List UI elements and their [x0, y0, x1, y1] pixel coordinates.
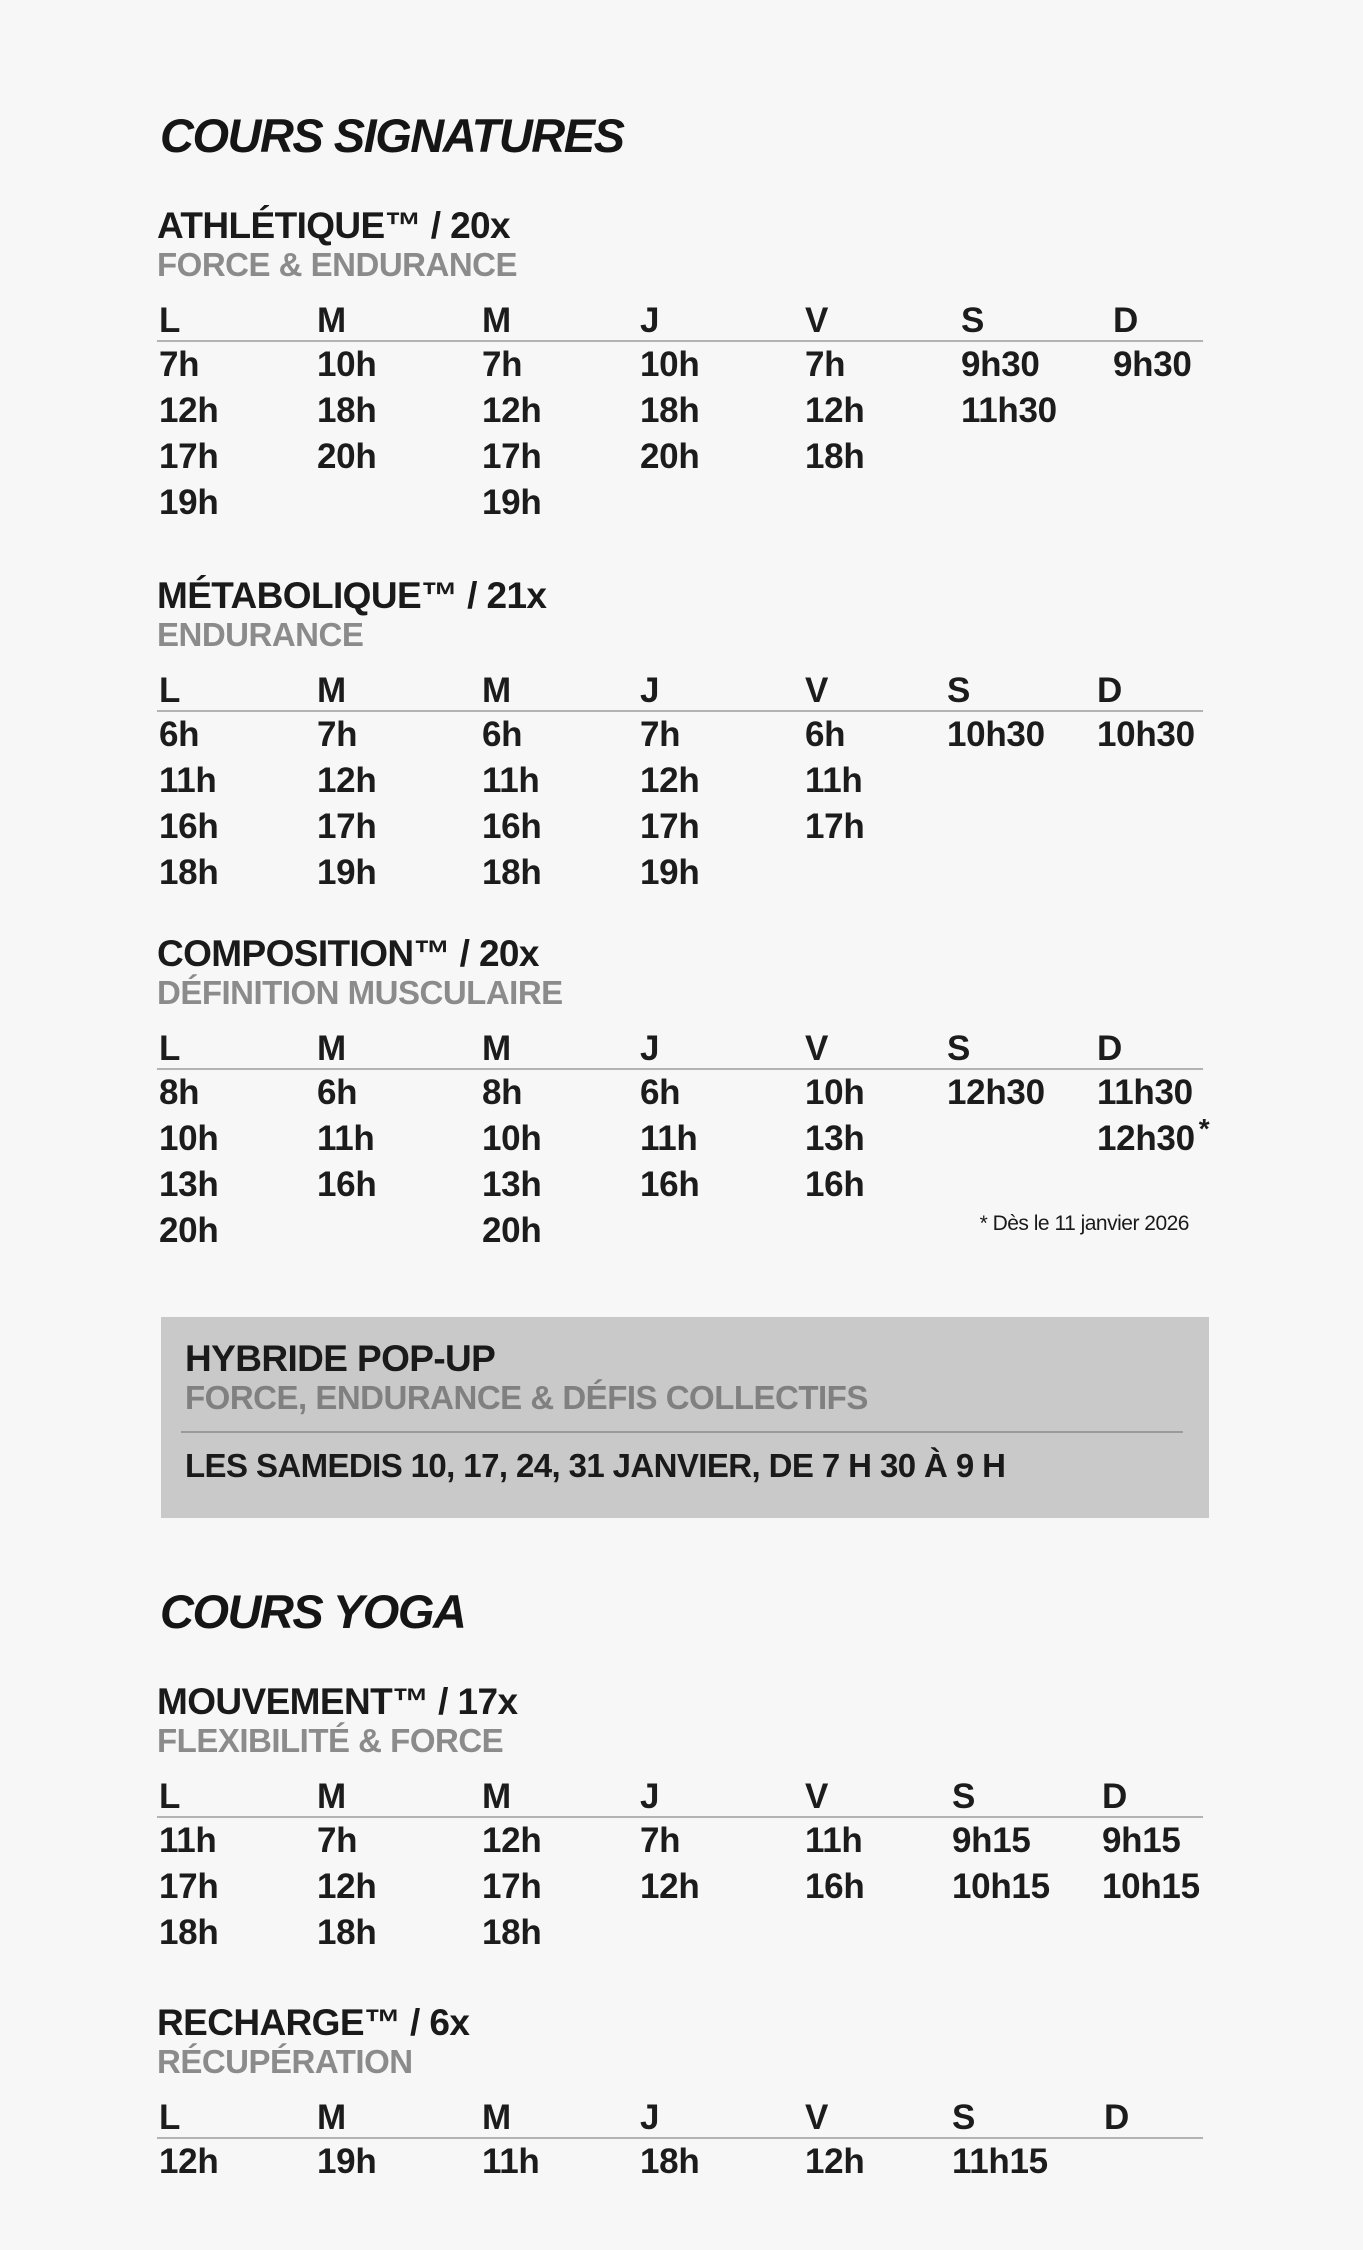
time-slot: 19h — [317, 853, 377, 892]
day-column — [640, 1070, 699, 1208]
day-column — [640, 342, 699, 480]
time-slot: 19h — [640, 853, 700, 892]
time-slot: 20h — [159, 1211, 219, 1250]
course-subtitle: FLEXIBILITÉ & FORCE — [157, 1722, 504, 1759]
time-slot: 13h — [482, 1165, 542, 1204]
time-slot: 7h — [640, 715, 681, 754]
day-label: S — [952, 1777, 976, 1816]
day-label: S — [961, 301, 985, 340]
times-body — [157, 342, 1203, 528]
day-label: J — [640, 1777, 660, 1816]
day-column — [317, 1818, 376, 1956]
day-column — [1113, 342, 1192, 388]
day-label: D — [1097, 1029, 1122, 1068]
day-column — [805, 2139, 864, 2185]
course-title: MOUVEMENT™ / 17x — [157, 1681, 518, 1722]
day-label: M — [482, 1777, 511, 1816]
day-column — [159, 2139, 218, 2185]
day-column — [1102, 1818, 1200, 1910]
divider — [181, 1431, 1183, 1433]
day-label: V — [805, 1029, 829, 1068]
day-label: V — [805, 1777, 829, 1816]
course-title: MÉTABOLIQUE™ / 21x — [157, 575, 547, 616]
time-slot: 12h — [640, 761, 700, 800]
time-slot: 10h — [640, 345, 700, 384]
course-mouvement — [157, 1682, 1217, 1958]
time-slot: 12h — [482, 1821, 542, 1860]
time-slot: 6h — [482, 715, 523, 754]
course-title: COMPOSITION™ / 20x — [157, 933, 539, 974]
day-column — [317, 342, 376, 480]
day-label: S — [947, 671, 971, 710]
day-label: D — [1102, 1777, 1127, 1816]
time-slot: 12h — [805, 2142, 865, 2181]
time-slot: 11h — [640, 1119, 698, 1158]
time-slot: 17h — [805, 807, 865, 846]
day-label: J — [640, 301, 660, 340]
time-slot: 11h30 — [1097, 1073, 1193, 1112]
time-slot: 12h — [640, 1867, 700, 1906]
day-header-row — [157, 1024, 1203, 1070]
day-column — [805, 1070, 864, 1208]
course-composition — [157, 934, 1217, 1256]
time-slot: 18h — [640, 391, 700, 430]
footnote: * Dès le 11 janvier 2026 — [979, 1212, 1189, 1235]
day-label: S — [952, 2098, 976, 2137]
time-slot: 20h — [317, 437, 377, 476]
time-slot: 11h — [482, 2142, 540, 2181]
day-label: S — [947, 1029, 971, 1068]
popup-subtitle: FORCE, ENDURANCE & DÉFIS COLLECTIFS — [185, 1379, 868, 1416]
time-slot: 11h15 — [952, 2142, 1048, 2181]
popup-dates: LES SAMEDIS 10, 17, 24, 31 JANVIER, DE 7 H 30 À 9 H — [185, 1447, 1006, 1484]
time-slot: 10h — [317, 345, 377, 384]
time-slot: 12h30 — [947, 1073, 1045, 1112]
time-slot: 7h — [805, 345, 846, 384]
time-slot: 11h — [159, 1821, 217, 1860]
day-column — [482, 342, 541, 526]
day-label: M — [482, 1029, 511, 1068]
time-slot-flagged — [1097, 1113, 1210, 1162]
time-slot: 11h — [159, 761, 217, 800]
day-header-row — [157, 666, 1203, 712]
day-column — [640, 1818, 699, 1910]
time-slot: 7h — [159, 345, 200, 384]
time-slot: 20h — [640, 437, 700, 476]
course-subtitle: DÉFINITION MUSCULAIRE — [157, 974, 563, 1011]
time-slot: 19h — [159, 483, 219, 522]
day-column — [805, 342, 864, 480]
day-column — [961, 342, 1057, 434]
day-label: L — [159, 1029, 181, 1068]
time-slot: 7h — [317, 1821, 358, 1860]
time-slot: 16h — [482, 807, 542, 846]
day-column — [640, 712, 699, 896]
time-slot: 19h — [317, 2142, 377, 2181]
day-label: D — [1113, 301, 1138, 340]
time-slot: 12h — [317, 1867, 377, 1906]
day-column — [482, 2139, 539, 2185]
time-slot: 10h30 — [947, 715, 1045, 754]
schedule-grid — [157, 1024, 1210, 1256]
time-slot: 9h15 — [952, 1821, 1031, 1860]
day-column — [952, 2139, 1048, 2185]
times-body — [157, 1070, 1210, 1256]
day-column — [947, 712, 1045, 758]
section-title-signatures: COURS SIGNATURES — [160, 109, 624, 162]
time-slot: 6h — [805, 715, 846, 754]
time-slot: 11h — [805, 761, 863, 800]
time-slot: 10h — [159, 1119, 219, 1158]
times-body — [157, 712, 1203, 898]
course-recharge — [157, 2003, 1217, 2187]
time-slot: 11h — [805, 1821, 863, 1860]
day-column — [947, 1070, 1045, 1116]
course-subtitle: ENDURANCE — [157, 616, 364, 653]
course-metabolique — [157, 576, 1217, 898]
time-slot: 20h — [482, 1211, 542, 1250]
times-body — [157, 2139, 1203, 2187]
schedule-grid — [157, 2093, 1203, 2187]
day-header-row — [157, 1772, 1203, 1818]
day-label: D — [1104, 2098, 1129, 2137]
time-slot: 11h30 — [961, 391, 1057, 430]
popup-title: HYBRIDE POP-UP — [185, 1338, 496, 1379]
day-column — [159, 1070, 218, 1254]
time-slot: 6h — [159, 715, 200, 754]
day-column — [317, 2139, 376, 2185]
time-slot: 12h — [805, 391, 865, 430]
time-slot: 12h30 — [1097, 1119, 1195, 1158]
time-slot: 17h — [159, 1867, 219, 1906]
day-label: J — [640, 2098, 660, 2137]
time-slot: 7h — [317, 715, 358, 754]
time-slot: 11h — [482, 761, 540, 800]
time-slot: 16h — [317, 1165, 377, 1204]
day-column — [482, 1818, 541, 1956]
day-label: V — [805, 301, 829, 340]
day-column — [1097, 1070, 1209, 1162]
time-slot: 6h — [640, 1073, 681, 1112]
time-slot: 9h15 — [1102, 1821, 1181, 1860]
time-slot: 8h — [159, 1073, 200, 1112]
time-slot: 17h — [640, 807, 700, 846]
time-slot: 12h — [482, 391, 542, 430]
day-column — [805, 712, 864, 850]
course-subtitle: RÉCUPÉRATION — [157, 2043, 413, 2080]
course-athletique — [157, 206, 1217, 528]
time-slot: 12h — [317, 761, 377, 800]
time-slot: 18h — [482, 1913, 542, 1952]
time-slot: 18h — [159, 853, 219, 892]
time-slot: 7h — [640, 1821, 681, 1860]
time-slot: 10h15 — [1102, 1867, 1200, 1906]
day-label: M — [482, 2098, 511, 2137]
time-slot: 18h — [640, 2142, 700, 2181]
day-label: M — [317, 671, 346, 710]
day-column — [1097, 712, 1195, 758]
day-column — [952, 1818, 1050, 1910]
course-title: ATHLÉTIQUE™ / 20x — [157, 205, 511, 246]
time-slot: 6h — [317, 1073, 358, 1112]
time-slot: 17h — [482, 437, 542, 476]
time-slot: 12h — [159, 391, 219, 430]
day-column — [159, 342, 218, 526]
day-column — [159, 1818, 218, 1956]
time-slot: 8h — [482, 1073, 523, 1112]
time-slot: 18h — [317, 391, 377, 430]
time-slot: 16h — [805, 1867, 865, 1906]
day-column — [159, 712, 218, 896]
time-slot: 16h — [805, 1165, 865, 1204]
day-label: J — [640, 1029, 660, 1068]
time-slot: 18h — [159, 1913, 219, 1952]
time-slot: 16h — [159, 807, 219, 846]
time-slot: 12h — [159, 2142, 219, 2181]
schedule-grid — [157, 296, 1203, 528]
schedule-grid — [157, 666, 1203, 898]
day-label: M — [317, 1029, 346, 1068]
time-slot: 13h — [159, 1165, 219, 1204]
time-slot: 10h — [482, 1119, 542, 1158]
schedule-grid — [157, 1772, 1203, 1958]
section-title-yoga: COURS YOGA — [160, 1585, 466, 1638]
day-column — [640, 2139, 699, 2185]
time-slot: 16h — [640, 1165, 700, 1204]
time-slot: 18h — [805, 437, 865, 476]
day-label: D — [1097, 671, 1122, 710]
time-slot: 10h — [805, 1073, 865, 1112]
time-slot: 18h — [482, 853, 542, 892]
time-slot: 13h — [805, 1119, 865, 1158]
day-label: M — [317, 1777, 346, 1816]
day-label: M — [482, 301, 511, 340]
day-header-row — [157, 296, 1203, 342]
day-column — [317, 1070, 376, 1208]
time-slot: 17h — [159, 437, 219, 476]
hybride-popup-box — [161, 1317, 1209, 1518]
day-header-row — [157, 2093, 1203, 2139]
day-label: L — [159, 301, 181, 340]
day-column — [805, 1818, 864, 1910]
asterisk-mark: * — [1198, 1113, 1210, 1144]
day-label: V — [805, 2098, 829, 2137]
time-slot: 9h30 — [1113, 345, 1192, 384]
day-label: J — [640, 671, 660, 710]
day-label: M — [317, 2098, 346, 2137]
time-slot: 7h — [482, 345, 523, 384]
course-title: RECHARGE™ / 6x — [157, 2002, 470, 2043]
time-slot: 10h15 — [952, 1867, 1050, 1906]
time-slot: 10h30 — [1097, 715, 1195, 754]
time-slot: 11h — [317, 1119, 375, 1158]
day-label: V — [805, 671, 829, 710]
day-label: M — [482, 671, 511, 710]
course-subtitle: FORCE & ENDURANCE — [157, 246, 518, 283]
time-slot: 17h — [317, 807, 377, 846]
day-column — [317, 712, 376, 896]
day-label: L — [159, 2098, 181, 2137]
time-slot: 17h — [482, 1867, 542, 1906]
day-column — [482, 712, 541, 896]
time-slot: 18h — [317, 1913, 377, 1952]
day-label: M — [317, 301, 346, 340]
day-label: L — [159, 1777, 181, 1816]
times-body — [157, 1818, 1203, 1958]
time-slot: 9h30 — [961, 345, 1040, 384]
day-column — [482, 1070, 541, 1254]
day-label: L — [159, 671, 181, 710]
time-slot: 19h — [482, 483, 542, 522]
